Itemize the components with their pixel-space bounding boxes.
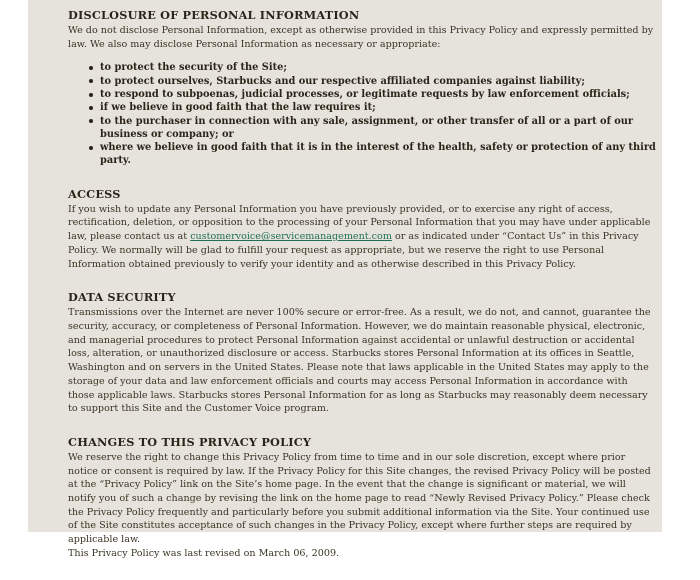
access-text-after: or as indicated under “Contact Us” in this Privacy Policy. We normally will be glad to fulfill your request as appropriate, but we reserve the right to use Personal Information obtained previously to verify your identity and as otherwise described in this Privacy Policy. xyxy=(68,231,639,270)
disclosure-list xyxy=(68,61,656,167)
list-item: if we believe in good faith that the law requires it; xyxy=(100,101,656,114)
data-security-section xyxy=(68,290,656,416)
disclosure-intro: We do not disclose Personal Information, except as otherwise provided in this Privacy Policy and expressly permitted by law. We also may disclose Personal Information as necessary or appropriate: xyxy=(68,25,654,50)
data-security-text: Transmissions over the Internet are never 100% secure or error-free. As a result, we do not, and cannot, guarantee the security, accuracy, or completeness of Personal Information. However, we do maintain reasonable physical, electronic, and managerial procedures to protect Personal Information against accidental or unlawful destruction or accidental loss, alteration, or unauthorized disclosure or access. Starbucks stores Personal Information at its offices in Seattle, Washington and on servers in the United States. Please note that laws applicable in the United States may apply to the storage of your data and law enforcement officials and courts may access Personal Information in accordance with those applicable laws. Starbucks stores Personal Information for as long as Starbucks may reasonably deem necessary to support this Site and the Customer Voice program. xyxy=(68,307,651,415)
disclosure-heading: DISCLOSURE OF PERSONAL INFORMATION xyxy=(68,8,360,22)
list-item: to protect ourselves, Starbucks and our respective affiliated companies against liability; xyxy=(100,75,656,88)
changes-section xyxy=(68,435,656,561)
access-section xyxy=(68,187,656,272)
changes-text: We reserve the right to change this Privacy Policy from time to time and in our sole discretion, except where prior notice or consent is required by law. If the Privacy Policy for this Site changes, the revised Privacy Policy will be posted at the “Privacy Policy” link on the Site’s home page. In the event that the change is significant or material, we will notify you of such a change by revising the link on the home page to read “Newly Revised Privacy Policy.” Please check the Privacy Policy frequently and particularly before you submit additional information via the Site. Your continued use of the Site constitutes acceptance of such changes in the Privacy Policy, except where further steps are required by applicable law. xyxy=(68,451,651,546)
changes-heading: CHANGES TO THIS PRIVACY POLICY xyxy=(68,434,312,449)
list-item: to the purchaser in connection with any sale, assignment, or other transfer of all or a part of our business or company; or xyxy=(100,115,656,142)
access-text xyxy=(68,203,656,272)
list-item: to protect the security of the Site; xyxy=(100,61,656,74)
policy-page xyxy=(28,0,662,559)
access-text-before: If you wish to update any Personal Information you have previously provided, or to exercise any right of access, rectification, deletion, or opposition to the processing of your Personal Information that you may have under applicable law, please contact us at xyxy=(68,203,651,243)
disclosure-section xyxy=(68,8,656,168)
list-item: to respond to subpoenas, judicial processes, or legitimate requests by law enforcement officials; xyxy=(100,88,656,101)
policy-content xyxy=(68,8,656,580)
list-item: where we believe in good faith that it is in the interest of the health, safety or protection of any third party. xyxy=(100,142,656,167)
last-revised-text: This Privacy Policy was last revised on March 06, 2009. xyxy=(68,547,340,559)
contact-email-link[interactable]: customervoice@servicemanagement.com xyxy=(190,231,392,243)
access-heading: ACCESS xyxy=(68,186,121,201)
data-security-heading: DATA SECURITY xyxy=(68,290,176,305)
